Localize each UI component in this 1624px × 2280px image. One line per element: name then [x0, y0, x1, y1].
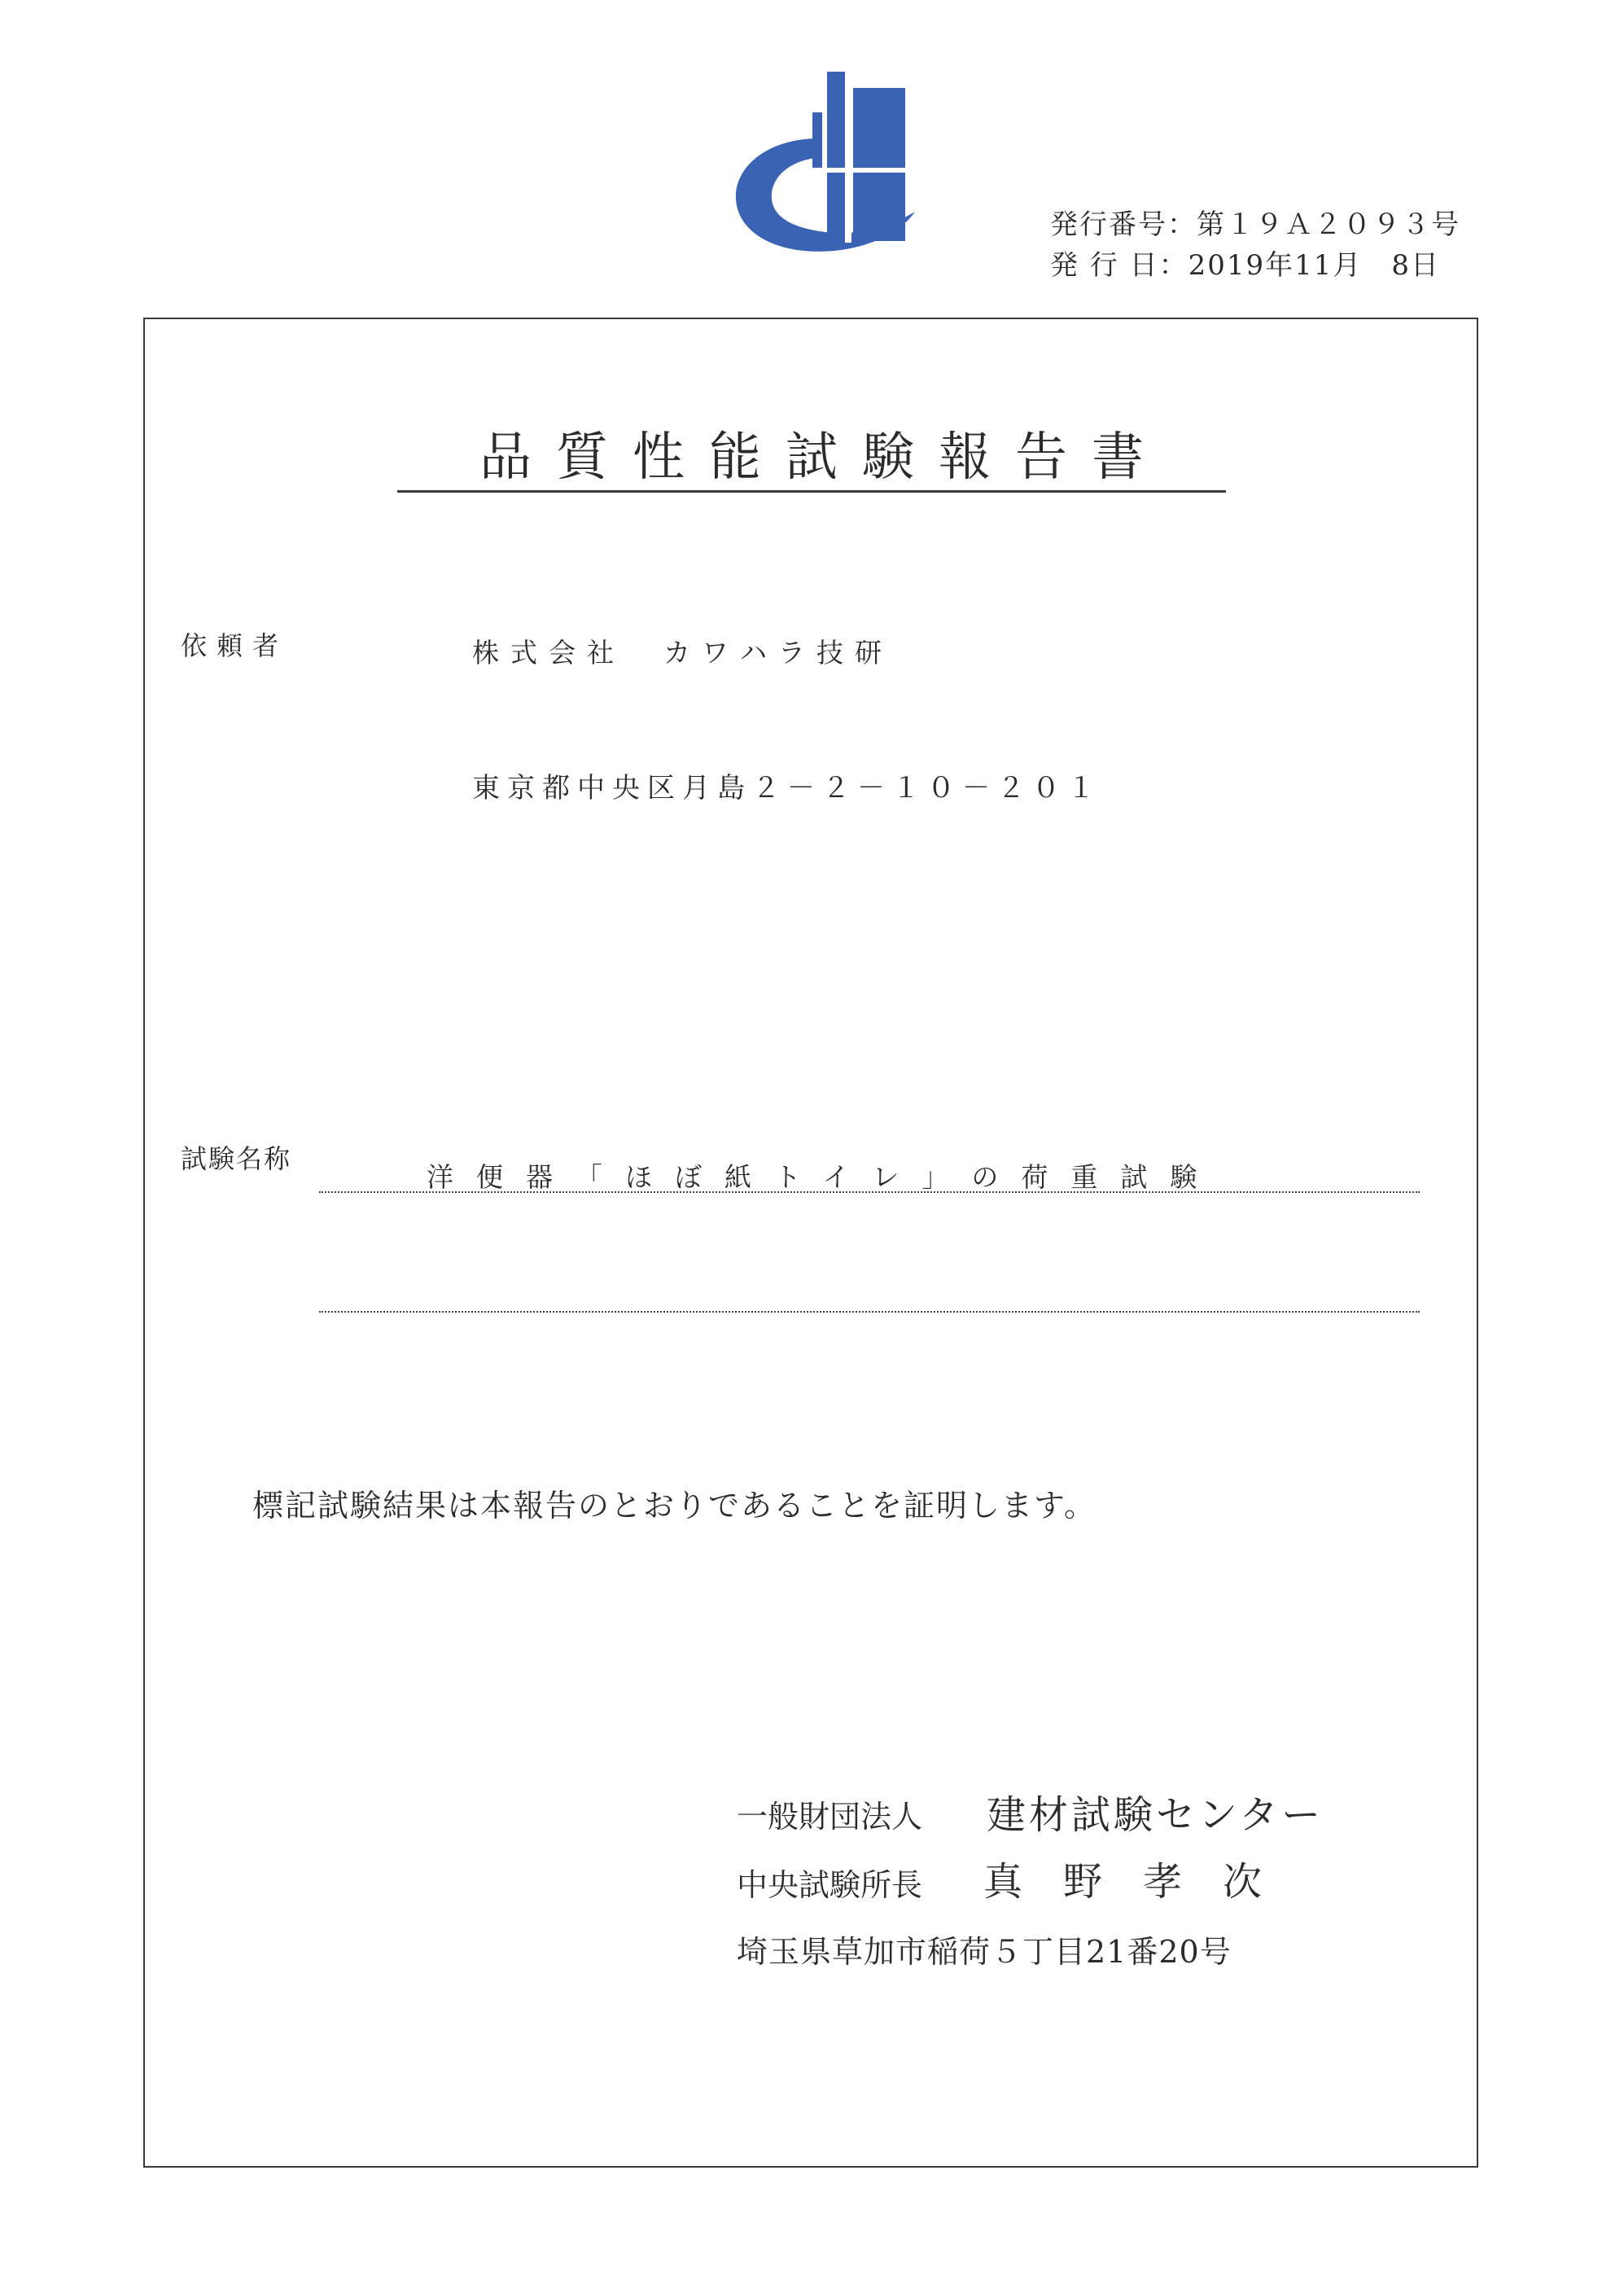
client-address: 東京都中央区月島２－２－１０－２０１ [472, 772, 1102, 805]
director-title: 中央試験所長 [737, 1867, 923, 1903]
director-name: 真野孝次 [983, 1859, 1303, 1905]
organization-name: 建材試験センター [987, 1792, 1324, 1838]
client-label: 依頼者 [181, 630, 289, 661]
issue-date: 発 行 日：2019年11月 8日 [1050, 249, 1441, 282]
client-name: 株式会社 カワハラ技研 [472, 637, 893, 669]
test-name-value: 洋便器「ほぼ紙トイレ」の荷重試験 [427, 1161, 1220, 1193]
test-name-dotted-line [319, 1191, 1420, 1193]
laboratory-address: 埼玉県草加市稲荷５丁目21番20号 [737, 1934, 1232, 1970]
building-c-logo [731, 67, 918, 261]
test-name-label: 試験名称 [181, 1143, 292, 1174]
report-title: 品質性能試験報告書 [479, 428, 1168, 488]
issue-number: 発行番号：第１９Ａ２０９３号 [1050, 208, 1460, 241]
test-name-dotted-line-2 [319, 1311, 1420, 1313]
title-underline [397, 490, 1226, 493]
certification-statement: 標記試験結果は本報告のとおりであることを証明します。 [252, 1488, 1097, 1524]
organization-type: 一般財団法人 [737, 1799, 923, 1835]
